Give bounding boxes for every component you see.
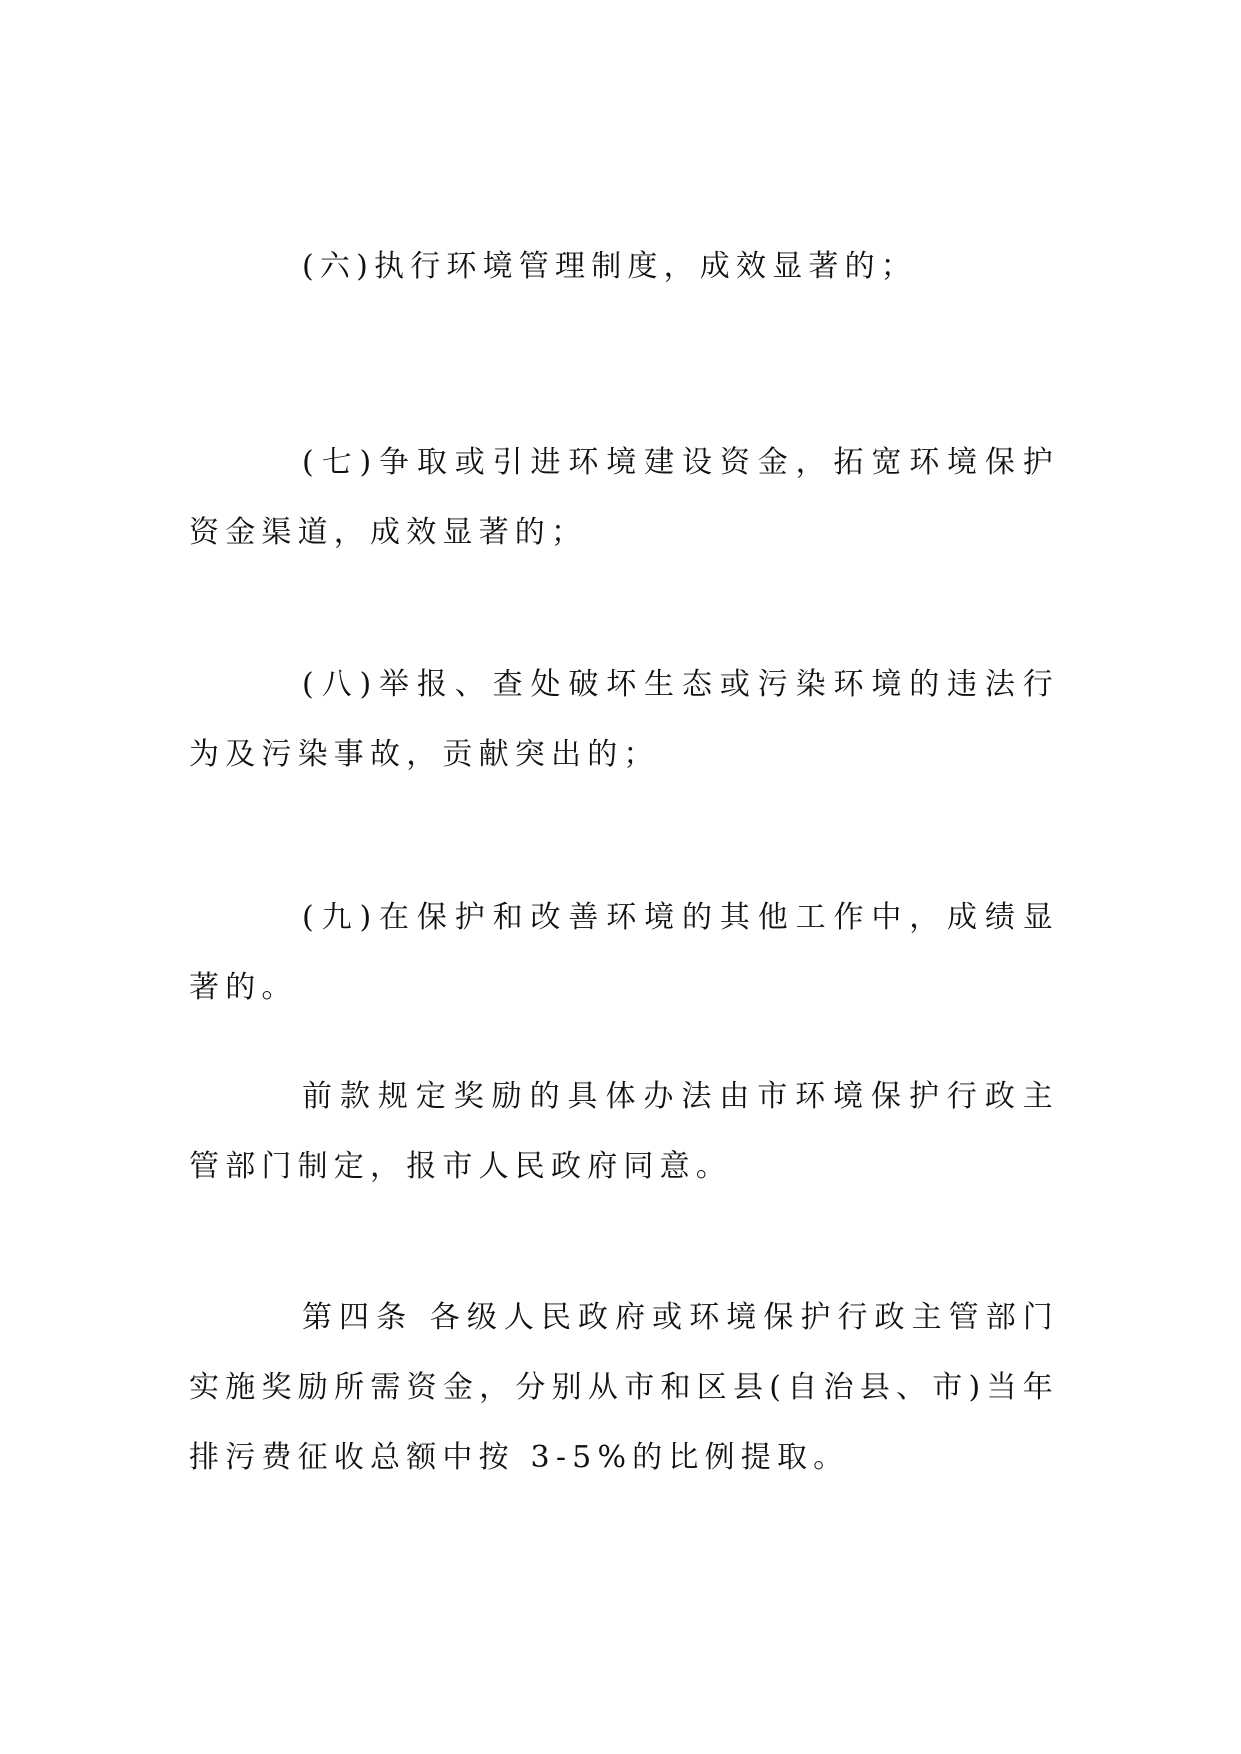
paragraph-item-6: (六)执行环境管理制度，成效显著的； — [302, 249, 918, 284]
paragraph-item-8: (八)举报、查处破坏生态或污染环境的违法行为及污染事故，贡献突出的； — [189, 667, 1059, 772]
paragraph-reward-method: 前款规定奖励的具体办法由市环境保护行政主管部门制定，报市人民政府同意。 — [189, 1079, 1059, 1184]
paragraph-item-7: (七)争取或引进环境建设资金，拓宽环境保护资金渠道，成效显著的； — [189, 445, 1059, 550]
paragraph-item-9: (九)在保护和改善环境的其他工作中，成绩显著的。 — [189, 900, 1059, 1005]
paragraph-article-4: 第四条 各级人民政府或环境保护行政主管部门实施奖励所需资金，分别从市和区县(自治县、市)当年排污费征收总额中按 3-5%的比例提取。 — [189, 1300, 1059, 1475]
